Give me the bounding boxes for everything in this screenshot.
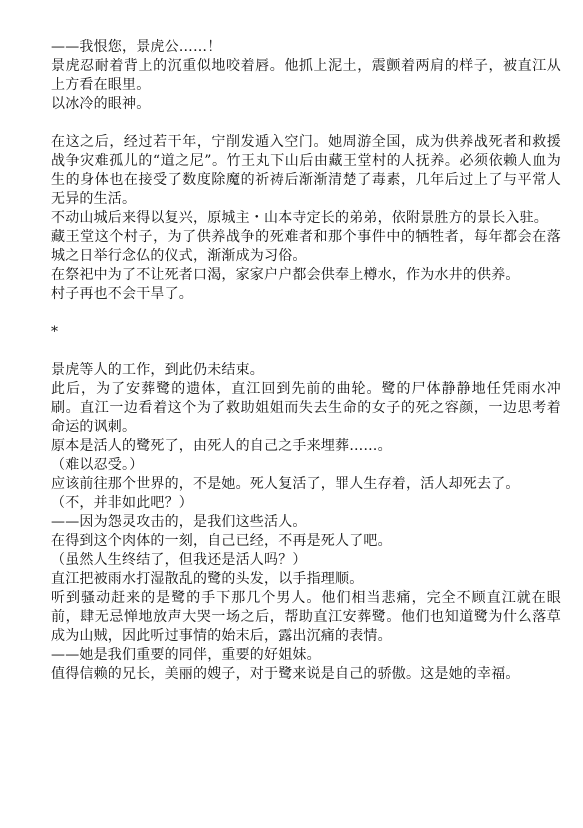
paragraph: 听到骚动赶来的是鹭的手下那几个男人。他们相当悲痛，完全不顾直江就在眼前，肆无忌惮地放声大哭一场之后，帮助直江安葬鹭。他们也知道鹭为什么落草成为山贼，因此听过事情的始末后，露出沉痛的表情。 bbox=[51, 590, 561, 644]
blank-line bbox=[51, 342, 561, 361]
paragraph: 在得到这个肉体的一刻，自己已经，不再是死人了吧。 bbox=[51, 533, 392, 549]
paragraph: 景虎等人的工作，到此仍未结束。 bbox=[51, 362, 264, 378]
paragraph: 直江把被雨水打湿散乱的鹭的头发，以手指理顺。 bbox=[51, 571, 364, 587]
paragraph: 此后，为了安葬鹭的遗体，直江回到先前的曲轮。鹭的尸体静静地任凭雨水冲刷。直江一边看着这个为了救助姐姐而失去生命的女子的死之容颜，一边思考着命运的讽刺。 bbox=[51, 381, 561, 435]
paragraph: 以冰冷的眼神。 bbox=[51, 96, 151, 112]
paragraph: 应该前往那个世界的，不是她。死人复活了，罪人生存着，活人却死去了。 bbox=[51, 476, 520, 492]
paragraph: 在这之后，经过若干年，宁削发遁入空门。她周游全国，成为供养战死者和救援战争灾难孤儿的“道之尼”。竹王丸下山后由藏王堂村的人抚养。必须依赖人血为生的身体也在接受了数度除魔的祈祷后渐渐清楚了毒素，几年后过上了与平常人无异的生活。 bbox=[51, 134, 561, 207]
paragraph: 值得信赖的兄长，美丽的嫂子，对于鹭来说是自己的骄傲。这是她的幸福。 bbox=[51, 666, 520, 682]
paragraph: ——我恨您，景虎公……！ bbox=[51, 39, 222, 55]
paragraph: 村子再也不会干旱了。 bbox=[51, 286, 193, 302]
paragraph: ——她是我们重要的同伴，重要的好姐妹。 bbox=[51, 647, 321, 663]
document-page bbox=[51, 38, 561, 684]
paragraph: 藏王堂这个村子，为了供养战争的死难者和那个事件中的牺牲者，每年都会在落城之日举行念仏的仪式，渐渐成为习俗。 bbox=[51, 229, 561, 264]
section-separator: * bbox=[51, 324, 59, 340]
blank-line bbox=[51, 114, 561, 133]
blank-line bbox=[51, 304, 561, 323]
paragraph: （不，并非如此吧？） bbox=[51, 495, 193, 511]
paragraph: 在祭祀中为了不让死者口渴，家家户户都会供奉上樽水，作为水井的供养。 bbox=[51, 267, 520, 283]
paragraph: 原本是活人的鹭死了，由死人的自己之手来埋葬……。 bbox=[51, 438, 392, 454]
paragraph: （虽然人生终结了，但我还是活人吗？） bbox=[51, 552, 307, 568]
paragraph: ——因为怨灵攻击的，是我们这些活人。 bbox=[51, 514, 307, 530]
paragraph: 不动山城后来得以复兴，原城主・山本寺定长的弟弟，依附景胜方的景长入驻。 bbox=[51, 210, 548, 226]
paragraph: 景虎忍耐着背上的沉重似地咬着唇。他抓上泥土，震颤着两肩的样子，被直江从上方看在眼里。 bbox=[51, 58, 561, 93]
paragraph: （难以忍受。） bbox=[51, 457, 144, 473]
